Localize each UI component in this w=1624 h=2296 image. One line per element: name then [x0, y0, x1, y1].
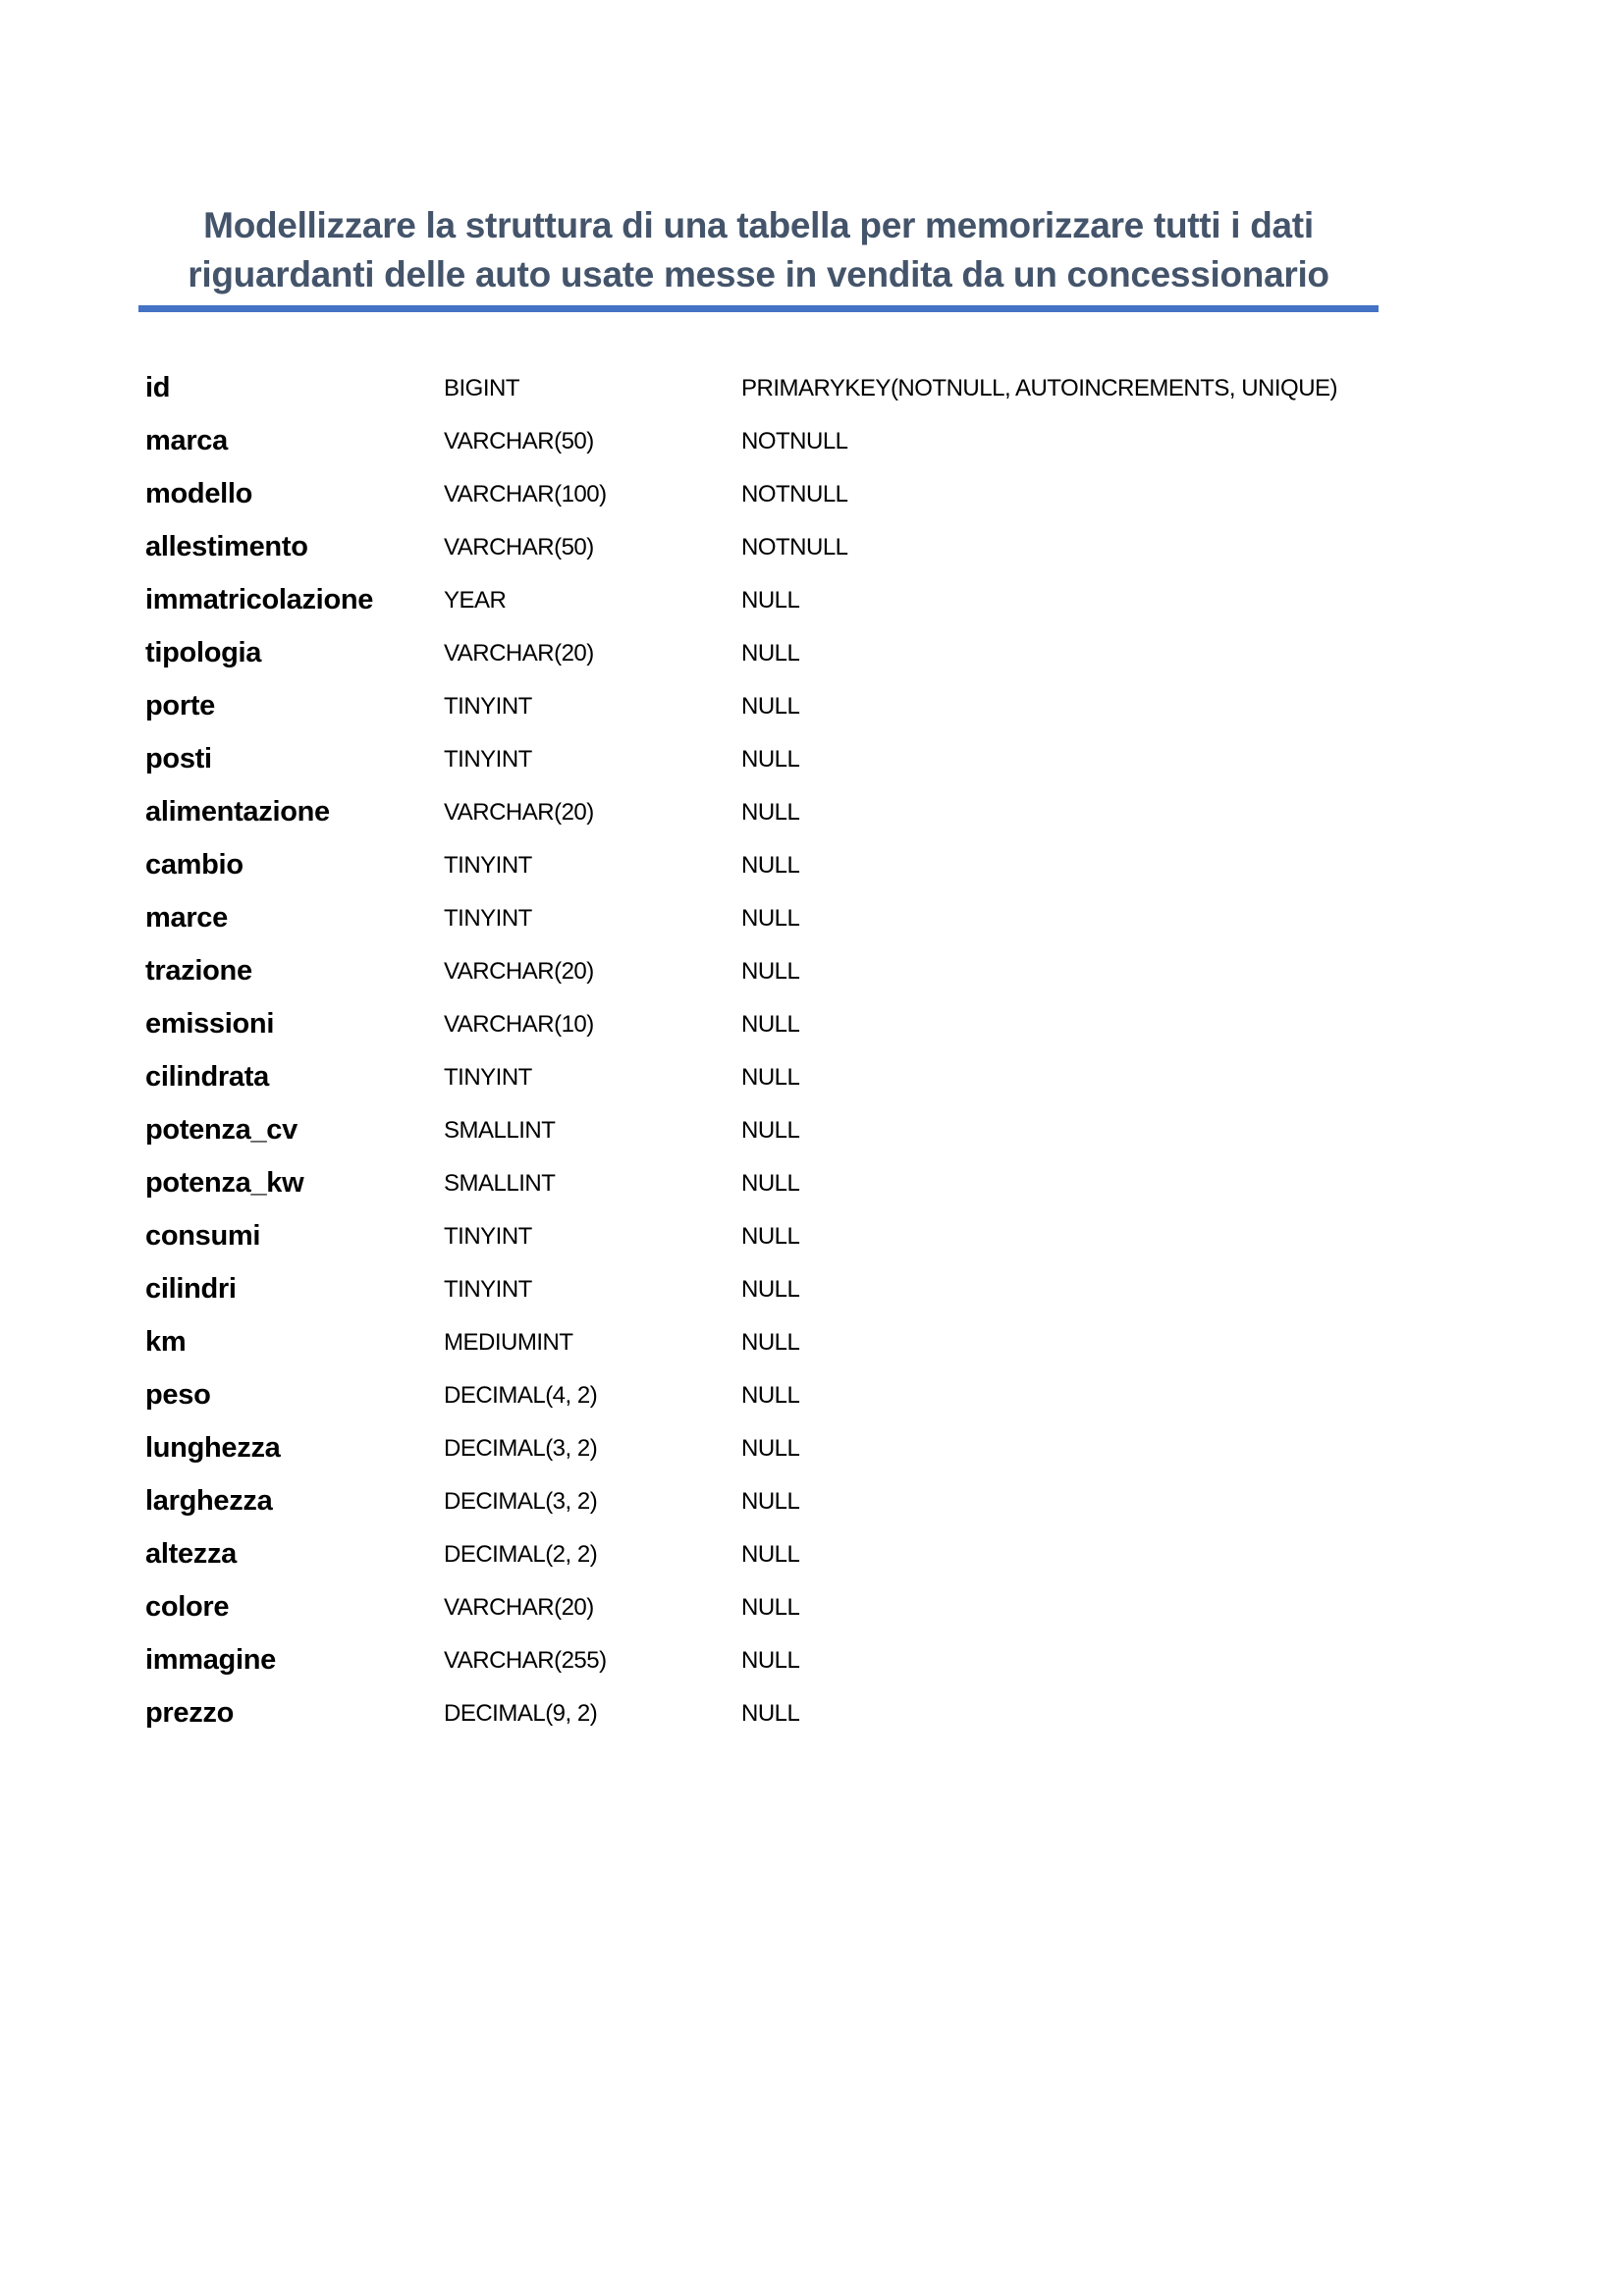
field-constraint: PRIMARYKEY(NOTNULL, AUTOINCREMENTS, UNIQUE)	[741, 375, 1338, 401]
field-name: tipologia	[145, 637, 262, 668]
field-type: TINYINT	[444, 1223, 532, 1250]
field-constraint: NULL	[741, 905, 800, 932]
field-constraint: NULL	[741, 1594, 800, 1621]
field-type: YEAR	[444, 587, 507, 614]
field-constraint: NOTNULL	[741, 534, 848, 561]
field-name: peso	[145, 1379, 211, 1411]
field-type: TINYINT	[444, 1276, 532, 1303]
field-name: trazione	[145, 955, 252, 987]
field-name: id	[145, 372, 171, 403]
field-type: VARCHAR(20)	[444, 640, 594, 667]
field-type: SMALLINT	[444, 1117, 556, 1144]
field-name: posti	[145, 743, 212, 774]
field-type: VARCHAR(255)	[444, 1647, 607, 1674]
field-constraint: NULL	[741, 1064, 800, 1091]
field-constraint: NULL	[741, 1541, 800, 1568]
field-name: potenza_cv	[145, 1114, 298, 1146]
field-constraint: NULL	[741, 1329, 800, 1356]
field-type: VARCHAR(10)	[444, 1011, 594, 1038]
title-line-1: Modellizzare la struttura di una tabella per memorizzare tutti i dati	[203, 205, 1314, 245]
field-type: DECIMAL(3, 2)	[444, 1435, 598, 1462]
field-constraint: NULL	[741, 799, 800, 826]
field-name: larghezza	[145, 1485, 273, 1517]
title-line-2: riguardanti delle auto usate messe in vendita da un concessionario	[188, 254, 1329, 294]
field-constraint: NULL	[741, 1647, 800, 1674]
field-name: emissioni	[145, 1008, 275, 1040]
field-constraint: NULL	[741, 1276, 800, 1303]
field-name: cambio	[145, 849, 244, 881]
field-type: DECIMAL(9, 2)	[444, 1700, 598, 1727]
field-constraint: NULL	[741, 1382, 800, 1409]
field-constraint: NULL	[741, 958, 800, 985]
title-underline-rule	[138, 305, 1379, 312]
field-type: VARCHAR(100)	[444, 481, 607, 507]
field-type: TINYINT	[444, 905, 532, 932]
field-name: altezza	[145, 1538, 237, 1570]
field-name: lunghezza	[145, 1432, 281, 1464]
field-type: SMALLINT	[444, 1170, 556, 1197]
field-constraint: NOTNULL	[741, 428, 848, 454]
field-constraint: NULL	[741, 1223, 800, 1250]
field-constraint: NULL	[741, 640, 800, 667]
field-name: marce	[145, 902, 228, 934]
field-constraint: NULL	[741, 1435, 800, 1462]
field-type: TINYINT	[444, 852, 532, 879]
field-name: prezzo	[145, 1697, 235, 1729]
field-name: marca	[145, 425, 228, 456]
field-type: VARCHAR(20)	[444, 799, 594, 826]
field-name: colore	[145, 1591, 230, 1623]
document-title	[138, 201, 1379, 299]
field-type: BIGINT	[444, 375, 520, 401]
field-name: consumi	[145, 1220, 261, 1252]
field-constraint: NULL	[741, 852, 800, 879]
field-type: VARCHAR(50)	[444, 428, 594, 454]
field-type: TINYINT	[444, 693, 532, 720]
field-name: potenza_kw	[145, 1167, 304, 1199]
field-name: allestimento	[145, 531, 308, 562]
field-constraint: NOTNULL	[741, 481, 848, 507]
field-name: km	[145, 1326, 187, 1358]
field-type: DECIMAL(2, 2)	[444, 1541, 598, 1568]
field-type: DECIMAL(4, 2)	[444, 1382, 598, 1409]
field-name: modello	[145, 478, 253, 509]
field-type: VARCHAR(20)	[444, 958, 594, 985]
field-type: TINYINT	[444, 1064, 532, 1091]
field-name: cilindri	[145, 1273, 237, 1305]
field-name: alimentazione	[145, 796, 330, 828]
field-name: cilindrata	[145, 1061, 269, 1093]
field-type: DECIMAL(3, 2)	[444, 1488, 598, 1515]
field-type: VARCHAR(50)	[444, 534, 594, 561]
field-name: porte	[145, 690, 216, 721]
field-constraint: NULL	[741, 693, 800, 720]
field-type: MEDIUMINT	[444, 1329, 573, 1356]
field-type: VARCHAR(20)	[444, 1594, 594, 1621]
field-constraint: NULL	[741, 1700, 800, 1727]
field-name: immatricolazione	[145, 584, 374, 615]
field-constraint: NULL	[741, 746, 800, 773]
field-constraint: NULL	[741, 587, 800, 614]
field-constraint: NULL	[741, 1117, 800, 1144]
field-constraint: NULL	[741, 1488, 800, 1515]
field-constraint: NULL	[741, 1011, 800, 1038]
field-type: TINYINT	[444, 746, 532, 773]
field-name: immagine	[145, 1644, 276, 1676]
field-constraint: NULL	[741, 1170, 800, 1197]
